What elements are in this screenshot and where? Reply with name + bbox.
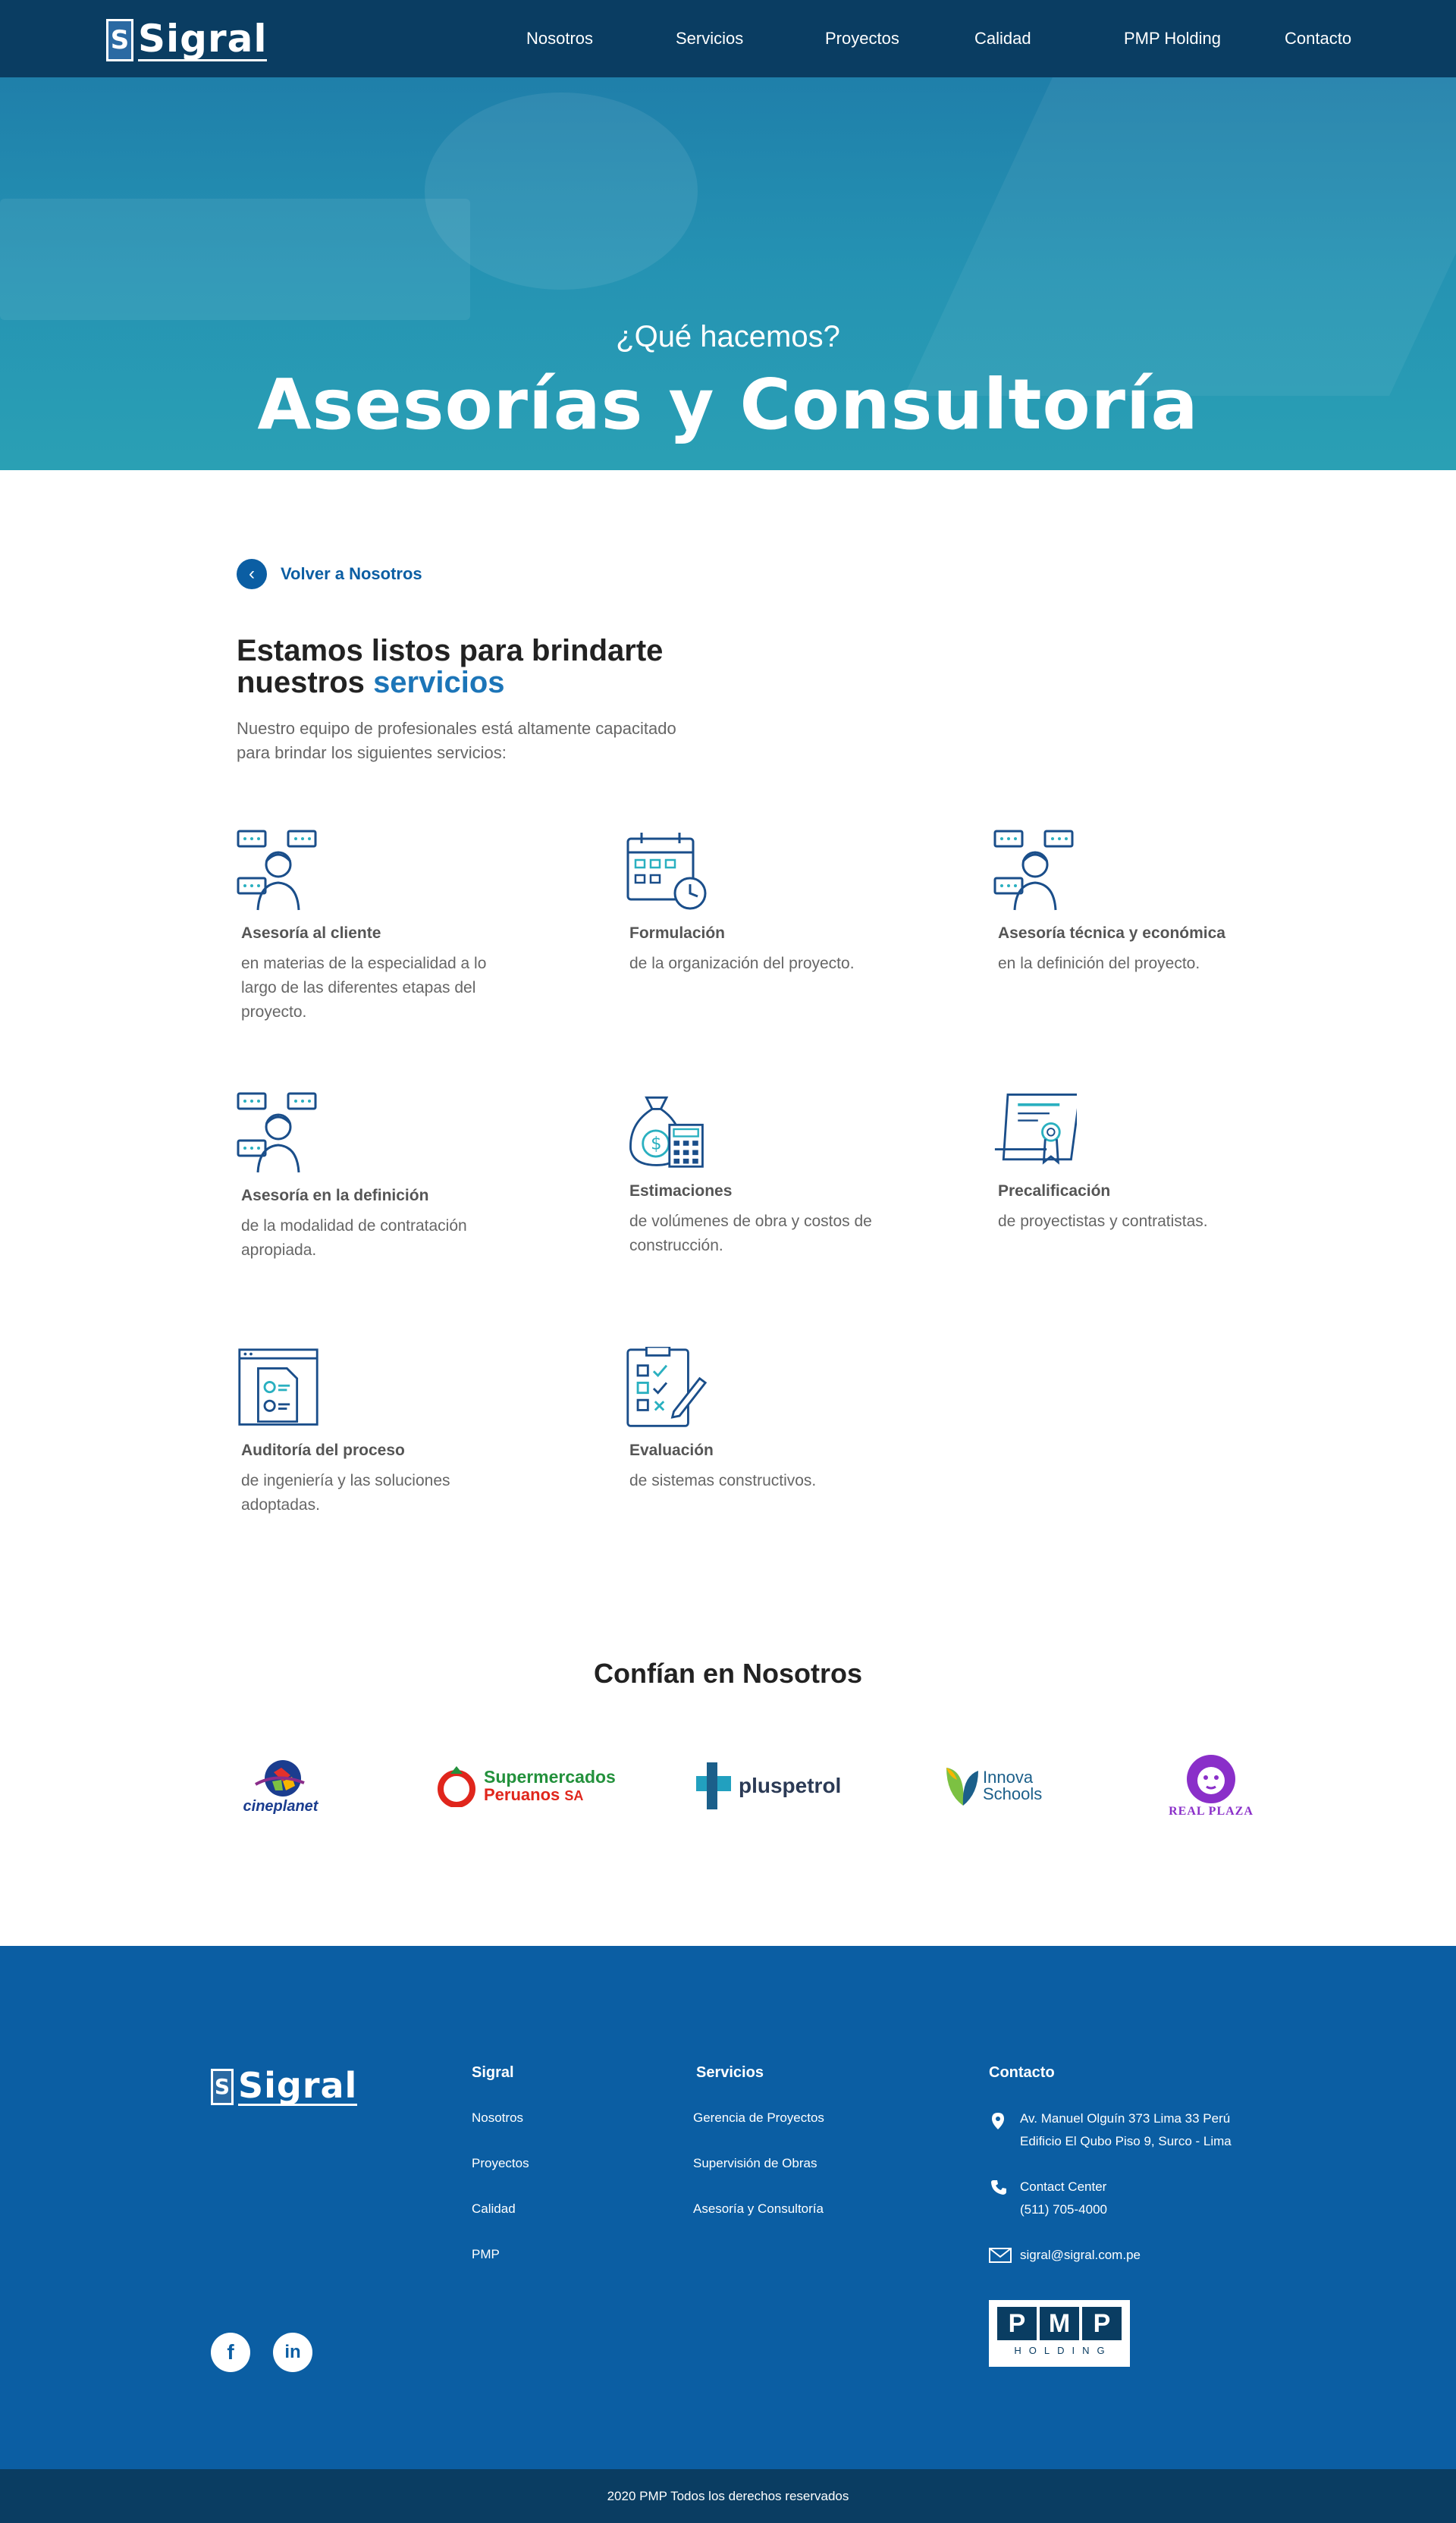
headline-word: nuestros bbox=[237, 666, 365, 699]
tomato-icon bbox=[434, 1765, 479, 1807]
service-card bbox=[625, 1347, 913, 1493]
nav-contacto[interactable]: Contacto bbox=[1285, 29, 1352, 48]
facebook-icon[interactable]: f bbox=[211, 2333, 250, 2372]
headline-line1: Estamos listos para brindarte bbox=[237, 634, 664, 667]
footer-email[interactable]: sigral@sigral.com.pe bbox=[1020, 2248, 1141, 2262]
phone-line1: Contact Center bbox=[1020, 2179, 1107, 2194]
service-card bbox=[625, 830, 913, 976]
nav-nosotros[interactable]: Nosotros bbox=[526, 29, 594, 48]
service-card bbox=[237, 830, 525, 1025]
money-bag-calculator-icon bbox=[625, 1087, 708, 1171]
service-card bbox=[993, 830, 1282, 976]
nav-proyectos[interactable]: Proyectos bbox=[825, 29, 899, 48]
service-title: Auditoría del proceso bbox=[241, 1442, 405, 1459]
pmp-letter: P bbox=[997, 2307, 1037, 2340]
footer-link-pmp[interactable]: PMP bbox=[472, 2247, 500, 2261]
location-pin-icon bbox=[992, 2113, 1004, 2129]
audit-document-icon bbox=[237, 1347, 320, 1430]
pmp-holding-text: HOLDING bbox=[1014, 2345, 1112, 2356]
cineplanet-globe-icon bbox=[254, 1757, 307, 1798]
service-desc: de ingeniería y las soluciones adoptadas. bbox=[241, 1472, 450, 1514]
footer-link-proyectos[interactable]: Proyectos bbox=[472, 2156, 529, 2170]
headline-line2 bbox=[237, 667, 767, 698]
pmp-letter: P bbox=[1082, 2307, 1122, 2340]
advisor-icon bbox=[993, 830, 1077, 913]
nav-pmp-holding[interactable]: PMP Holding bbox=[1124, 29, 1221, 48]
pluspetrol-cross-icon bbox=[695, 1759, 734, 1812]
client-logo-cineplanet bbox=[235, 1744, 326, 1828]
sigral-logo[interactable] bbox=[106, 18, 267, 61]
service-card bbox=[993, 1087, 1282, 1234]
pmp-letter: M bbox=[1040, 2307, 1079, 2340]
innova-line2: Schools bbox=[983, 1784, 1043, 1803]
cineplanet-wordmark: cineplanet bbox=[243, 1797, 318, 1815]
advisor-icon bbox=[237, 830, 320, 913]
hero-papers-shape bbox=[0, 199, 470, 320]
service-desc: en la definición del proyecto. bbox=[998, 955, 1200, 972]
footer-sigral-logo[interactable] bbox=[211, 2067, 357, 2106]
pmp-holding-logo[interactable] bbox=[989, 2300, 1130, 2367]
hero-title: Asesorías y Consultoría bbox=[257, 364, 1199, 445]
footer-phone bbox=[1020, 2176, 1107, 2221]
service-desc: en materias de la especialidad a lo largo de las diferentes etapas del proyecto. bbox=[241, 955, 487, 1021]
service-desc: de sistemas constructivos. bbox=[629, 1472, 817, 1489]
innova-leaf-icon bbox=[943, 1763, 980, 1809]
pluspetrol-wordmark: pluspetrol bbox=[739, 1774, 842, 1797]
certificate-laptop-icon bbox=[993, 1087, 1077, 1171]
section-headline bbox=[237, 635, 767, 698]
hero-banner bbox=[0, 77, 1456, 470]
calendar-clock-icon bbox=[625, 830, 708, 913]
service-title: Precalificación bbox=[998, 1182, 1111, 1200]
footer-link-calidad[interactable]: Calidad bbox=[472, 2201, 516, 2216]
supermercados-line2: Peruanos bbox=[484, 1784, 560, 1804]
footer-link-nosotros[interactable]: Nosotros bbox=[472, 2110, 524, 2125]
footer-link-asesoria[interactable]: Asesoría y Consultoría bbox=[693, 2201, 824, 2216]
address-line1: Av. Manuel Olguín 373 Lima 33 Perú bbox=[1020, 2111, 1231, 2126]
footer-col-servicios-title: Servicios bbox=[696, 2064, 764, 2081]
service-card bbox=[625, 1087, 913, 1258]
footer-col-contacto-title: Contacto bbox=[989, 2064, 1055, 2081]
service-desc: de volúmenes de obra y costos de construcción. bbox=[629, 1213, 872, 1254]
client-logo-innova bbox=[943, 1744, 1042, 1828]
service-desc: de proyectistas y contratistas. bbox=[998, 1213, 1208, 1230]
service-title: Asesoría en la definición bbox=[241, 1187, 429, 1204]
hero-subtitle: ¿Qué hacemos? bbox=[616, 320, 840, 353]
nav-servicios[interactable]: Servicios bbox=[676, 29, 744, 48]
service-title: Estimaciones bbox=[629, 1182, 733, 1200]
nav-calidad[interactable]: Calidad bbox=[974, 29, 1031, 48]
copyright-bar bbox=[0, 2469, 1456, 2523]
service-desc: de la modalidad de contratación apropiada. bbox=[241, 1217, 467, 1259]
clients-title: Confían en Nosotros bbox=[593, 1658, 862, 1689]
footer-link-gerencia[interactable]: Gerencia de Proyectos bbox=[693, 2110, 824, 2125]
phone-icon bbox=[990, 2179, 1007, 2195]
mail-icon bbox=[989, 2248, 1012, 2263]
real-plaza-lion-icon bbox=[1182, 1753, 1240, 1805]
logo-text: Sigral bbox=[138, 17, 268, 61]
service-title: Evaluación bbox=[629, 1442, 714, 1459]
phone-line2: (511) 705-4000 bbox=[1020, 2202, 1107, 2217]
advisor-icon bbox=[237, 1092, 320, 1175]
client-logo-real-plaza bbox=[1162, 1744, 1260, 1828]
back-link[interactable] bbox=[237, 559, 422, 589]
footer-address bbox=[1020, 2107, 1232, 2153]
footer-logo-text: Sigral bbox=[238, 2065, 358, 2106]
service-title: Asesoría al cliente bbox=[241, 924, 381, 942]
client-logo-pluspetrol bbox=[695, 1744, 841, 1828]
supermercados-line1: Supermercados bbox=[484, 1766, 616, 1787]
supermercados-suffix: SA bbox=[564, 1787, 584, 1803]
intro-text: Nuestro equipo de profesionales está altamente capacitado para brindar los siguientes servicios: bbox=[237, 719, 676, 762]
logo-letter: S bbox=[106, 19, 133, 61]
linkedin-icon[interactable]: in bbox=[273, 2333, 312, 2372]
service-desc: de la organización del proyecto. bbox=[629, 955, 855, 972]
svg-text:$: $ bbox=[651, 1134, 662, 1154]
address-line2: Edificio El Qubo Piso 9, Surco - Lima bbox=[1020, 2134, 1232, 2148]
service-card bbox=[237, 1092, 525, 1263]
checklist-clipboard-icon bbox=[625, 1347, 708, 1430]
footer-link-supervision[interactable]: Supervisión de Obras bbox=[693, 2156, 817, 2170]
service-title: Formulación bbox=[629, 924, 726, 942]
real-plaza-wordmark: REAL PLAZA bbox=[1169, 1805, 1254, 1818]
footer-logo-letter: S bbox=[211, 2069, 234, 2105]
service-title: Asesoría técnica y económica bbox=[998, 924, 1225, 942]
back-label: Volver a Nosotros bbox=[281, 564, 422, 583]
hero-hand-shape bbox=[425, 93, 698, 290]
headline-highlight: servicios bbox=[373, 666, 505, 699]
top-navbar bbox=[0, 0, 1456, 77]
service-card bbox=[237, 1347, 525, 1517]
client-logo-supermercados bbox=[434, 1744, 616, 1828]
innova-line1: Innova bbox=[983, 1768, 1034, 1787]
copyright-text: 2020 PMP Todos los derechos reservados bbox=[607, 2488, 849, 2503]
chevron-left-icon: ‹ bbox=[237, 559, 267, 589]
footer-col-sigral-title: Sigral bbox=[472, 2064, 514, 2081]
